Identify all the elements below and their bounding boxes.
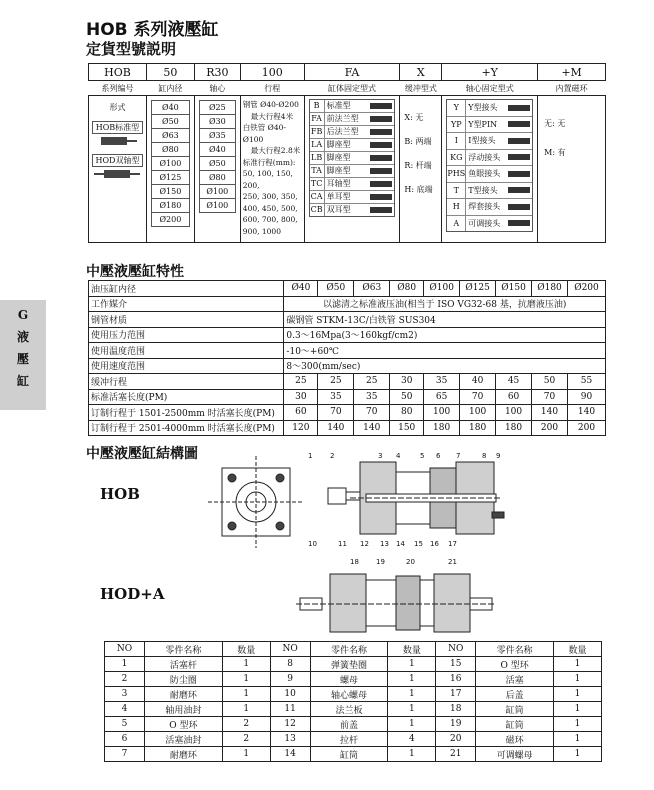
- mount-option: CA 单耳型: [310, 191, 395, 204]
- parts-header: 零件名称: [476, 642, 554, 657]
- spec-speed: 8～300(mm/sec): [284, 358, 606, 374]
- rodend-option: PHS 鱼眼接头: [447, 166, 532, 183]
- parts-cell: 1: [388, 717, 436, 732]
- spec-temp-label: 使用温度范围: [89, 343, 284, 359]
- spec-value: 45: [496, 374, 532, 390]
- parts-cell: 7: [105, 747, 145, 762]
- parts-cell: 1: [222, 702, 270, 717]
- rodend-icon: [508, 171, 530, 177]
- cylinder-std-icon: [95, 134, 139, 148]
- parts-cell: 1: [388, 672, 436, 687]
- parts-cell: 19: [436, 717, 476, 732]
- mount-icon: [370, 116, 392, 122]
- rod-option: Ø100: [206, 201, 229, 210]
- callout-number: 21: [448, 558, 457, 566]
- series-std: HOB标准型: [92, 121, 143, 134]
- label-rodend: 轴心固定型式: [465, 83, 514, 93]
- spec-value: 180: [424, 420, 460, 436]
- spec-value: 70: [318, 405, 354, 421]
- code-rodend: +Y: [442, 64, 538, 81]
- rodend-icon: [508, 105, 530, 111]
- stroke-line: 钢管 Ø40-Ø200: [242, 100, 299, 109]
- spec-pressure-label: 使用压力范围: [89, 327, 284, 343]
- order-code-table: [88, 63, 606, 243]
- spec-medium-label: 工作媒介: [89, 296, 284, 312]
- spec-medium: 以滤清之标准液压油(相当于 ISO VG32-68 基，抗磨液压油): [284, 296, 606, 312]
- spec-bore: Ø100: [424, 281, 460, 297]
- rod-option: Ø35: [200, 129, 235, 143]
- spec-value: 65: [424, 389, 460, 405]
- rod-cell: [194, 96, 240, 243]
- rodend-option: KG 浮动接头: [447, 150, 532, 167]
- spec-value: 70: [354, 405, 390, 421]
- cushion-option: X: 无: [404, 113, 424, 122]
- parts-cell: 13: [270, 732, 310, 747]
- parts-cell: 1: [222, 672, 270, 687]
- spec-tube-label: 钢管材质: [89, 312, 284, 328]
- mount-cell: [304, 96, 400, 243]
- magnet-none: 无: 无: [544, 119, 566, 128]
- parts-cell: 1: [105, 657, 145, 672]
- mount-icon: [370, 103, 392, 109]
- rodend-option: Y Y型接头: [447, 100, 532, 117]
- label-cushion: 缓冲型式: [404, 83, 437, 93]
- spec-value: 140: [567, 405, 605, 421]
- series-form-label: 形式: [109, 103, 126, 112]
- order-title: 定貨型號説明: [86, 40, 177, 58]
- spec-value: 60: [496, 389, 532, 405]
- code-cushion: X: [400, 64, 442, 81]
- parts-cell: 1: [554, 717, 602, 732]
- parts-cell: 弹簧垫圈: [310, 657, 388, 672]
- mount-icon: [370, 129, 392, 135]
- callout-number: 14: [396, 540, 405, 548]
- rod-option: Ø40: [200, 143, 235, 157]
- table-row: [105, 732, 602, 747]
- stroke-line: 最大行程4米: [250, 111, 294, 121]
- rodend-option: YP Y型PIN: [447, 117, 532, 134]
- callout-number: 2: [330, 452, 335, 460]
- stroke-line: 50, 100, 150, 200,: [242, 169, 293, 190]
- series-dbl: HOD双轴型: [92, 154, 143, 167]
- spec-value: 25: [318, 374, 354, 390]
- spec-speed-label: 使用速度范围: [89, 358, 284, 374]
- parts-cell: 4: [388, 732, 436, 747]
- spec-o2-label: 订制行程于 2501-4000mm 时活塞长度(PM): [89, 420, 284, 436]
- spec-value: 200: [567, 420, 605, 436]
- bore-option: Ø100: [152, 157, 189, 171]
- spec-value: 180: [496, 420, 532, 436]
- side-tab-char: 液: [16, 330, 29, 344]
- callout-number: 16: [430, 540, 439, 548]
- parts-header: NO: [105, 642, 145, 657]
- cushion-option: B: 两端: [404, 137, 432, 146]
- spec-value: 50: [390, 389, 424, 405]
- bore-option: Ø180: [152, 199, 189, 213]
- title-code: HOB: [86, 20, 128, 40]
- bore-option: Ø40: [152, 101, 189, 115]
- rodend-option: T T型接头: [447, 183, 532, 200]
- parts-cell: 活塞杆: [144, 657, 222, 672]
- parts-table: [104, 641, 602, 762]
- rodend-option: A 可调接头: [447, 216, 532, 232]
- stroke-line: 最大行程2.8米: [250, 146, 301, 155]
- parts-cell: 1: [388, 687, 436, 702]
- callout-number: 7: [456, 452, 461, 460]
- code-rod: R30: [194, 64, 240, 81]
- mount-option: TC 耳轴型: [310, 178, 395, 191]
- mount-icon: [370, 207, 392, 213]
- callout-number: 20: [406, 558, 415, 566]
- spec-value: 30: [284, 389, 318, 405]
- callout-number: 18: [350, 558, 359, 566]
- stroke-line: 白铁管 Ø40-Ø100: [242, 123, 286, 144]
- parts-header: 数量: [222, 642, 270, 657]
- parts-cell: 1: [554, 687, 602, 702]
- cushion-cell: [400, 96, 442, 243]
- parts-cell: 1: [554, 657, 602, 672]
- parts-cell: 轴心螺母: [310, 687, 388, 702]
- callout-number: 9: [496, 452, 501, 460]
- callout-number: 3: [378, 452, 383, 460]
- hod-section: [296, 574, 496, 632]
- parts-cell: 活塞: [476, 672, 554, 687]
- spec-value: 200: [532, 420, 568, 436]
- spec-value: 120: [284, 420, 318, 436]
- rodend-cell: [442, 96, 538, 243]
- mount-option: FA 前法兰型: [310, 113, 395, 126]
- bore-option: Ø80: [152, 143, 189, 157]
- mount-icon: [370, 155, 392, 161]
- cushion-option: H: 底端: [404, 185, 433, 194]
- parts-cell: 4: [105, 702, 145, 717]
- mount-icon: [370, 142, 392, 148]
- code-bore: 50: [146, 64, 194, 81]
- parts-cell: 17: [436, 687, 476, 702]
- spec-value: 140: [318, 420, 354, 436]
- spec-value: 150: [390, 420, 424, 436]
- parts-cell: 后盖: [476, 687, 554, 702]
- rod-option: Ø25: [200, 101, 235, 115]
- bore-option: Ø200: [159, 215, 182, 224]
- rodend-icon: [508, 220, 530, 226]
- title-rest: 系列液壓缸: [133, 20, 219, 40]
- code-magnet: +M: [538, 64, 606, 81]
- parts-cell: 10: [270, 687, 310, 702]
- parts-cell: 18: [436, 702, 476, 717]
- spec-value: 25: [284, 374, 318, 390]
- spec-value: 80: [390, 405, 424, 421]
- rodend-icon: [508, 138, 530, 144]
- rodend-icon: [508, 204, 530, 210]
- parts-cell: 1: [554, 672, 602, 687]
- parts-cell: 1: [554, 747, 602, 762]
- parts-cell: 缸筒: [476, 717, 554, 732]
- parts-header: 数量: [388, 642, 436, 657]
- side-tab: [0, 300, 46, 410]
- label-magnet: 内置磁环: [555, 83, 588, 93]
- parts-header: 数量: [554, 642, 602, 657]
- cylinder-dbl-icon: [92, 167, 142, 181]
- parts-cell: 防尘圈: [144, 672, 222, 687]
- spec-value: 100: [496, 405, 532, 421]
- parts-cell: 耐磨环: [144, 747, 222, 762]
- bore-cell: [146, 96, 194, 243]
- parts-cell: 5: [105, 717, 145, 732]
- callout-number: 5: [420, 452, 425, 460]
- label-rod: 轴心: [209, 83, 226, 93]
- spec-value: 30: [390, 374, 424, 390]
- parts-cell: 耐磨环: [144, 687, 222, 702]
- parts-cell: 16: [436, 672, 476, 687]
- rodend-option: H 焊套接头: [447, 199, 532, 216]
- parts-cell: 12: [270, 717, 310, 732]
- parts-cell: 20: [436, 732, 476, 747]
- spec-value: 100: [424, 405, 460, 421]
- parts-cell: 3: [105, 687, 145, 702]
- label-bore: 缸内径: [158, 83, 183, 93]
- rodend-icon: [508, 121, 530, 127]
- spec-bore: Ø63: [354, 281, 390, 297]
- rod-option: Ø100: [200, 185, 235, 199]
- bore-option: Ø63: [152, 129, 189, 143]
- parts-cell: 1: [554, 732, 602, 747]
- rodend-icon: [508, 187, 530, 193]
- mount-option: LA 脚座型: [310, 139, 395, 152]
- parts-cell: 可调螺母: [476, 747, 554, 762]
- table-row: [105, 717, 602, 732]
- spec-bore: Ø125: [460, 281, 496, 297]
- parts-cell: 缸筒: [476, 702, 554, 717]
- rod-option: Ø30: [200, 115, 235, 129]
- parts-cell: 法兰板: [310, 702, 388, 717]
- parts-cell: 前盖: [310, 717, 388, 732]
- mount-option: TA 脚座型: [310, 165, 395, 178]
- spec-temp: -10～+60℃: [284, 343, 606, 359]
- spec-value: 25: [354, 374, 390, 390]
- stroke-line: 250, 300, 350,: [242, 192, 298, 201]
- rod-option: Ø80: [200, 171, 235, 185]
- mount-icon: [370, 168, 392, 174]
- magnet-cell: [538, 96, 606, 243]
- parts-cell: 21: [436, 747, 476, 762]
- parts-cell: 缸筒: [310, 747, 388, 762]
- mount-option: LB 脚座型: [310, 152, 395, 165]
- code-series: HOB: [89, 64, 147, 81]
- parts-cell: 14: [270, 747, 310, 762]
- structure-title: 中壓液壓缸結構圖: [86, 446, 198, 462]
- spec-value: 140: [532, 405, 568, 421]
- mount-icon: [370, 181, 392, 187]
- parts-cell: 1: [222, 747, 270, 762]
- table-row: [105, 702, 602, 717]
- parts-cell: 2: [222, 732, 270, 747]
- spec-bore: Ø50: [318, 281, 354, 297]
- spec-value: 140: [354, 420, 390, 436]
- spec-value: 180: [460, 420, 496, 436]
- cushion-option: R: 杆端: [404, 161, 432, 170]
- spec-value: 35: [354, 389, 390, 405]
- series-cell: [89, 96, 147, 243]
- parts-cell: 11: [270, 702, 310, 717]
- bore-option: Ø50: [152, 115, 189, 129]
- parts-header: NO: [436, 642, 476, 657]
- spec-pressure: 0.3～16Mpa(3～160kgf/cm2): [284, 327, 606, 343]
- side-tab-char: 壓: [16, 352, 29, 366]
- callout-number: 17: [448, 540, 457, 548]
- spec-value: 50: [532, 374, 568, 390]
- parts-cell: 1: [388, 657, 436, 672]
- parts-cell: 8: [270, 657, 310, 672]
- rod-option: Ø50: [200, 157, 235, 171]
- callout-number: 10: [308, 540, 317, 548]
- spec-head-label: 油压缸内径: [89, 281, 284, 297]
- parts-cell: 15: [436, 657, 476, 672]
- spec-bore: Ø40: [284, 281, 318, 297]
- spec-value: 55: [567, 374, 605, 390]
- side-tab-char: 缸: [16, 374, 29, 388]
- spec-value: 60: [284, 405, 318, 421]
- spec-bore: Ø150: [496, 281, 532, 297]
- spec-table: [88, 280, 606, 436]
- parts-cell: 1: [222, 657, 270, 672]
- front-view: [208, 456, 304, 548]
- parts-cell: 轴用油封: [144, 702, 222, 717]
- magnet-has: M: 有: [544, 148, 566, 157]
- callout-number: 19: [376, 558, 385, 566]
- stroke-line: 900, 1000: [242, 226, 281, 236]
- label-mount: 缸体固定型式: [328, 83, 377, 93]
- hod-label: HOD+A: [100, 585, 165, 603]
- parts-cell: 1: [388, 702, 436, 717]
- spec-value: 35: [318, 389, 354, 405]
- parts-cell: 活塞油封: [144, 732, 222, 747]
- mount-option: FB 后法兰型: [310, 126, 395, 139]
- spec-bore: Ø80: [390, 281, 424, 297]
- parts-cell: O 型环: [144, 717, 222, 732]
- structure-drawing: [200, 448, 630, 638]
- table-row: [105, 657, 602, 672]
- spec-cushion-label: 缓冲行程: [89, 374, 284, 390]
- spec-o1-label: 订制行程于 1501-2500mm 时活塞长度(PM): [89, 405, 284, 421]
- stroke-line: 600, 700, 800,: [242, 215, 298, 224]
- parts-cell: 磁环: [476, 732, 554, 747]
- hob-label: HOB: [100, 485, 140, 503]
- parts-cell: O 型环: [476, 657, 554, 672]
- code-mount: FA: [304, 64, 400, 81]
- parts-header: 零件名称: [310, 642, 388, 657]
- spec-value: 70: [532, 389, 568, 405]
- rodend-icon: [508, 154, 530, 160]
- spec-std-label: 标准活塞长度(PM): [89, 389, 284, 405]
- stroke-line: 400, 450, 500,: [242, 203, 298, 213]
- parts-header: 零件名称: [144, 642, 222, 657]
- spec-value: 90: [567, 389, 605, 405]
- parts-cell: 1: [222, 687, 270, 702]
- table-row: [105, 687, 602, 702]
- callout-number: 6: [436, 452, 441, 460]
- stroke-cell: [240, 96, 304, 243]
- label-series: 系列编号: [101, 83, 134, 93]
- rodend-option: I I型接头: [447, 133, 532, 150]
- side-tab-letter: G: [17, 308, 29, 322]
- spec-bore: Ø200: [567, 281, 605, 297]
- table-row: [105, 747, 602, 762]
- spec-value: 35: [424, 374, 460, 390]
- callout-number: 4: [396, 452, 401, 460]
- spec-tube: 碳钢管 STKM-13C/白铁管 SUS304: [284, 312, 606, 328]
- callout-number: 8: [482, 452, 487, 460]
- callout-number: 1: [308, 452, 313, 460]
- callout-number: 15: [414, 540, 423, 548]
- parts-cell: 2: [222, 717, 270, 732]
- spec-value: 100: [460, 405, 496, 421]
- parts-cell: 1: [554, 702, 602, 717]
- callout-number: 13: [380, 540, 389, 548]
- spec-value: 70: [460, 389, 496, 405]
- code-stroke: 100: [240, 64, 304, 81]
- mount-icon: [370, 194, 392, 200]
- hob-section: [328, 462, 504, 534]
- parts-cell: 拉杆: [310, 732, 388, 747]
- spec-bore: Ø180: [532, 281, 568, 297]
- table-row: [105, 672, 602, 687]
- parts-cell: 2: [105, 672, 145, 687]
- bore-option: Ø150: [152, 185, 189, 199]
- parts-cell: 9: [270, 672, 310, 687]
- mount-option: B 标准型: [310, 100, 395, 113]
- parts-cell: 1: [388, 747, 436, 762]
- parts-header: NO: [270, 642, 310, 657]
- mount-option: CB 双耳型: [310, 204, 395, 216]
- spec-value: 40: [460, 374, 496, 390]
- bore-option: Ø125: [152, 171, 189, 185]
- stroke-line: 标准行程(mm):: [242, 157, 296, 167]
- parts-cell: 螺母: [310, 672, 388, 687]
- page-title: [86, 15, 219, 40]
- parts-cell: 6: [105, 732, 145, 747]
- callout-number: 12: [360, 540, 369, 548]
- label-stroke: 行程: [264, 83, 281, 93]
- spec-title: 中壓液壓缸特性: [86, 264, 184, 280]
- callout-number: 11: [338, 540, 347, 548]
